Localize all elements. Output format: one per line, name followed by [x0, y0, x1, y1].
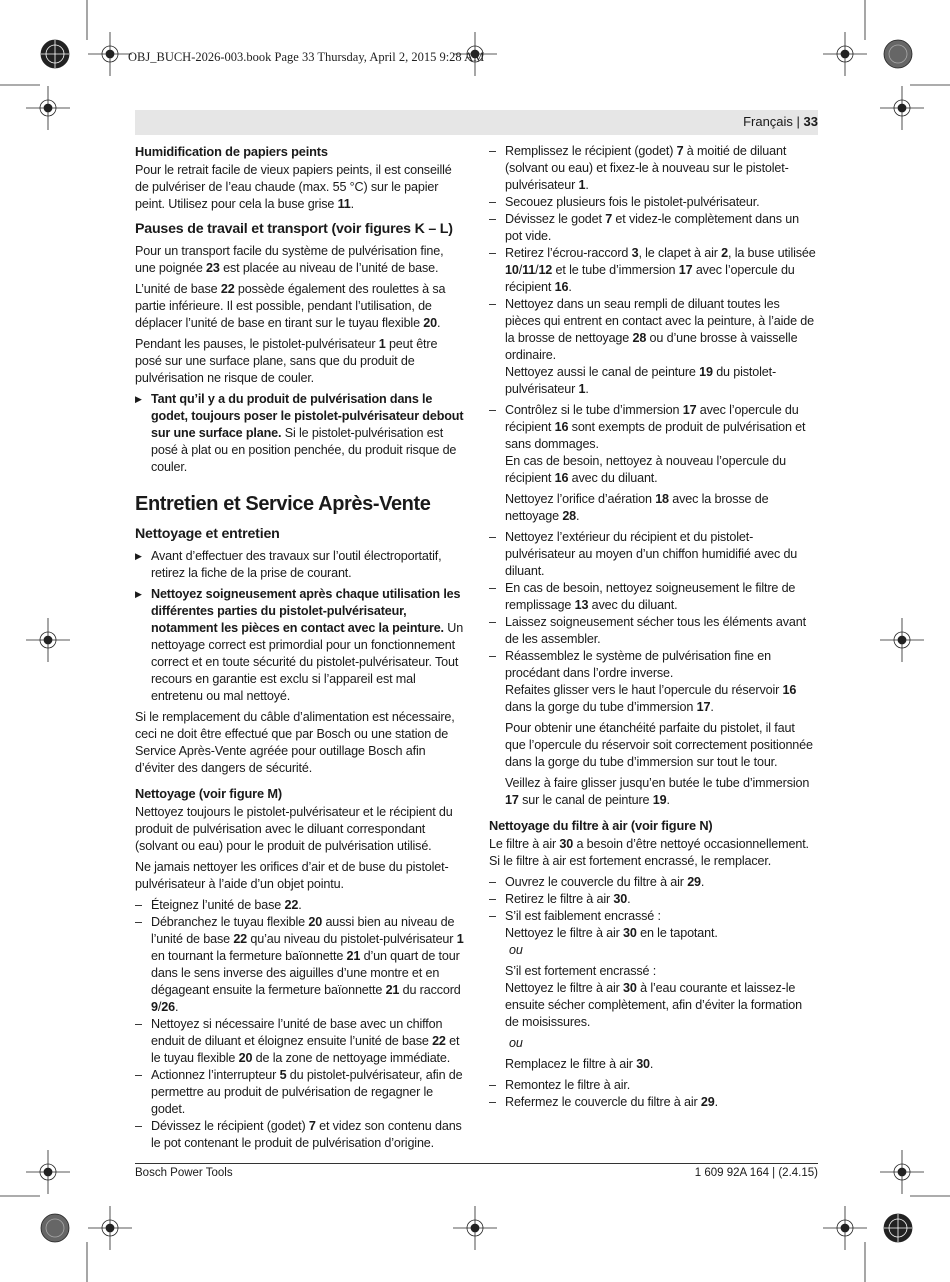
- section-heading: Nettoyage et entretien: [135, 526, 280, 542]
- paragraph: Le filtre à air 30 a besoin d’être nettoyé occasionnellement. Si le filtre à air est fortement encrassé, le remplacer.: [489, 837, 809, 868]
- list-item: – Actionnez l’interrupteur 5 du pistolet-pulvérisateur, afin de permettre au produit de pulvérisation de regagner le godet.: [135, 1068, 463, 1116]
- list-item: – Secouez plusieurs fois le pistolet-pulvérisateur.: [489, 195, 760, 209]
- header-separator: |: [792, 114, 804, 129]
- triangle-bullet-icon: ▶: [135, 394, 142, 404]
- registration-target-icon: [41, 40, 69, 68]
- or-label: ou: [509, 1036, 523, 1050]
- page-number: 33: [803, 114, 818, 129]
- list-item: – Refermez le couvercle du filtre à air 29.: [489, 1095, 718, 1109]
- paragraph: L’unité de base 22 possède également des roulettes à sa partie inférieure. Il est possible, pendant l’utilisation, de déplacer l’unité de base en tirant sur le tuyau flexible 20.: [135, 282, 446, 330]
- section-title: Nettoyage du filtre à air (voir figure N): [489, 818, 713, 833]
- list-item: – Réassemblez le système de pulvérisation fine en procédant dans l’ordre inverse.: [489, 649, 771, 680]
- warning-item: ▶ Avant d’effectuer des travaux sur l’outil électroportatif, retirez la fiche de la prise de courant.: [135, 549, 442, 580]
- triangle-bullet-icon: ▶: [135, 589, 142, 599]
- paragraph: Nettoyez toujours le pistolet-pulvérisateur et le récipient du produit de pulvérisation avec le diluant correspondant (solvant ou eau) pour le produit de pulvérisation utilisé.: [135, 805, 453, 853]
- paragraph: Pour un transport facile du système de pulvérisation fine, une poignée 23 est placée au niveau de l’unité de base.: [135, 244, 444, 275]
- crosshair-icon: [88, 32, 132, 76]
- left-column: [135, 143, 464, 1152]
- registration-target-icon: [884, 1214, 912, 1242]
- registration-target-icon: [41, 1214, 69, 1242]
- list-continuation: Pour obtenir une étanchéité parfaite du pistolet, il faut que l’opercule du réservoir soit correctement positionnée dans la gorge du tube d’immersion sur tout le tour.: [505, 721, 813, 769]
- crosshair-icon: [880, 86, 924, 130]
- page-header: [743, 114, 818, 129]
- list-item: – Dévissez le récipient (godet) 7 et videz son contenu dans le pot contenant le produit de pulvérisation d’origine.: [135, 1119, 462, 1150]
- crosshair-icon: [26, 86, 70, 130]
- crosshair-icon: [823, 32, 867, 76]
- list-continuation: Nettoyez le filtre à air 30 à l’eau courante et laissez-le ensuite sécher complètement, afin d’éviter la formation de moisissures.: [505, 981, 802, 1029]
- paragraph: Si le remplacement du câble d’alimentation est nécessaire, ceci ne doit être effectué que par Bosch ou une station de Service Après-Vente agréée pour outillage Bosch afin d’éviter des dangers de sécurité.: [135, 710, 455, 775]
- list-item: – Retirez l’écrou-raccord 3, le clapet à air 2, la buse utilisée 10/11/12 et le tube d’immersion 17 avec l’opercule du récipient 16.: [489, 246, 816, 294]
- header-band: [135, 110, 818, 135]
- crosshair-icon: [823, 1206, 867, 1250]
- or-label: ou: [509, 943, 523, 957]
- footer-brand: Bosch Power Tools: [135, 1167, 233, 1179]
- triangle-bullet-icon: ▶: [135, 551, 142, 561]
- list-item: – Ouvrez le couvercle du filtre à air 29.: [489, 875, 705, 889]
- list-continuation: S’il est fortement encrassé :: [505, 964, 657, 978]
- section-title: Nettoyage (voir figure M): [135, 786, 282, 801]
- list-item: – S’il est faiblement encrassé :: [489, 909, 661, 923]
- warning-item: ▶ Tant qu’il y a du produit de pulvérisation dans le godet, toujours poser le pistolet-pulvérisateur debout sur une surface plane. Si le pistolet-pulvérisation est posé à plat ou en position penchée, du produit risque de couler.: [135, 392, 464, 474]
- crosshair-icon: [26, 618, 70, 662]
- section-title: Humidification de papiers peints: [135, 144, 328, 159]
- crosshair-icon: [26, 1150, 70, 1194]
- list-item: – Éteignez l’unité de base 22.: [135, 898, 302, 912]
- crosshair-icon: [453, 1206, 497, 1250]
- list-continuation: Refaites glisser vers le haut l’opercule du réservoir 16 dans la gorge du tube d’immersion 17.: [505, 683, 797, 714]
- header-language: Français: [743, 114, 793, 129]
- warning-item: ▶ Nettoyez soigneusement après chaque utilisation les différentes parties du pistolet-pulvérisateur, notamment les pièces en contact avec la peinture. Un nettoyage correct est primordial pour un fonctionnement correct et en toute sécurité du pistolet-pulvérisateur. Tout recours en garantie est exclu si l’appareil est mal entretenu ou mal nettoyé.: [135, 587, 464, 703]
- list-item: – En cas de besoin, nettoyez soigneusement le filtre de remplissage 13 avec du diluant.: [489, 581, 796, 612]
- list-item: – Débranchez le tuyau flexible 20 aussi bien au niveau de l’unité de base 22 qu’au niveau du pistolet-pulvérisateur 1 en tournant la fermeture baïonnette 21 d’un quart de tour dans le sens inverse des aiguilles d’une montre et en dégageant ensuite la fermeture baïonnette 21 du raccord 9/26.: [135, 915, 464, 1014]
- crosshair-icon: [880, 618, 924, 662]
- section-heading: Pauses de travail et transport (voir figures K – L): [135, 221, 453, 237]
- list-continuation: Veillez à faire glisser jusqu’en butée le tube d’immersion 17 sur le canal de peinture 19.: [505, 776, 810, 807]
- footer-doc-number: 1 609 92A 164 | (2.4.15): [694, 1167, 818, 1179]
- paragraph: Pendant les pauses, le pistolet-pulvérisateur 1 peut être posé sur une surface plane, sans que du produit de pulvérisation ne risque de couler.: [135, 337, 438, 385]
- right-column: [489, 143, 818, 1111]
- list-item: – Remplissez le récipient (godet) 7 à moitié de diluant (solvant ou eau) et fixez-le à nouveau sur le pistolet-pulvérisateur 1.: [489, 144, 789, 192]
- crosshair-icon: [88, 1206, 132, 1250]
- list-continuation: Nettoyez l’orifice d’aération 18 avec la brosse de nettoyage 28.: [505, 492, 769, 523]
- footer-rule: [135, 1163, 818, 1164]
- list-item: – Contrôlez si le tube d’immersion 17 avec l’opercule du récipient 16 sont exempts de produit de pulvérisation et sans dommages.: [489, 403, 806, 451]
- registration-target-icon: [884, 40, 912, 68]
- print-slug: OBJ_BUCH-2026-003.book Page 33 Thursday, April 2, 2015 9:28 AM: [128, 50, 485, 64]
- paragraph: Pour le retrait facile de vieux papiers peints, il est conseillé de pulvériser de l’eau chaude (max. 55 °C) sur le papier peint. Utilisez pour cela la buse grise 11.: [135, 163, 452, 211]
- list-continuation: Nettoyez le filtre à air 30 en le tapotant.: [505, 926, 718, 940]
- paragraph: Ne jamais nettoyer les orifices d’air et de buse du pistolet-pulvérisateur à l’aide d’un objet pointu.: [135, 860, 449, 891]
- list-item: – Dévissez le godet 7 et videz-le complètement dans un pot vide.: [489, 212, 799, 243]
- list-item: – Nettoyez l’extérieur du récipient et du pistolet-pulvérisateur au moyen d’un chiffon humidifié avec du diluant.: [489, 530, 798, 578]
- list-item: – Remontez le filtre à air.: [489, 1078, 631, 1092]
- list-continuation: Nettoyez aussi le canal de peinture 19 du pistolet-pulvérisateur 1.: [505, 365, 776, 396]
- list-item: – Retirez le filtre à air 30.: [489, 892, 631, 906]
- list-item: – Laissez soigneusement sécher tous les éléments avant de les assembler.: [489, 615, 806, 646]
- chapter-heading: Entretien et Service Après-Vente: [135, 493, 431, 515]
- list-item: – Nettoyez dans un seau rempli de diluant toutes les pièces qui entrent en contact avec la peinture, à l’aide de la brosse de nettoyage 28 ou d’une brosse à vaisselle ordinaire.: [489, 297, 815, 362]
- list-continuation: Remplacez le filtre à air 30.: [505, 1057, 654, 1071]
- crosshair-icon: [880, 1150, 924, 1194]
- list-continuation: En cas de besoin, nettoyez à nouveau l’opercule du récipient 16 avec du diluant.: [505, 454, 786, 485]
- list-item: – Nettoyez si nécessaire l’unité de base avec un chiffon enduit de diluant et éloignez ensuite l’unité de base 22 et le tuyau flexible 20 de la zone de nettoyage immédiate.: [135, 1017, 460, 1065]
